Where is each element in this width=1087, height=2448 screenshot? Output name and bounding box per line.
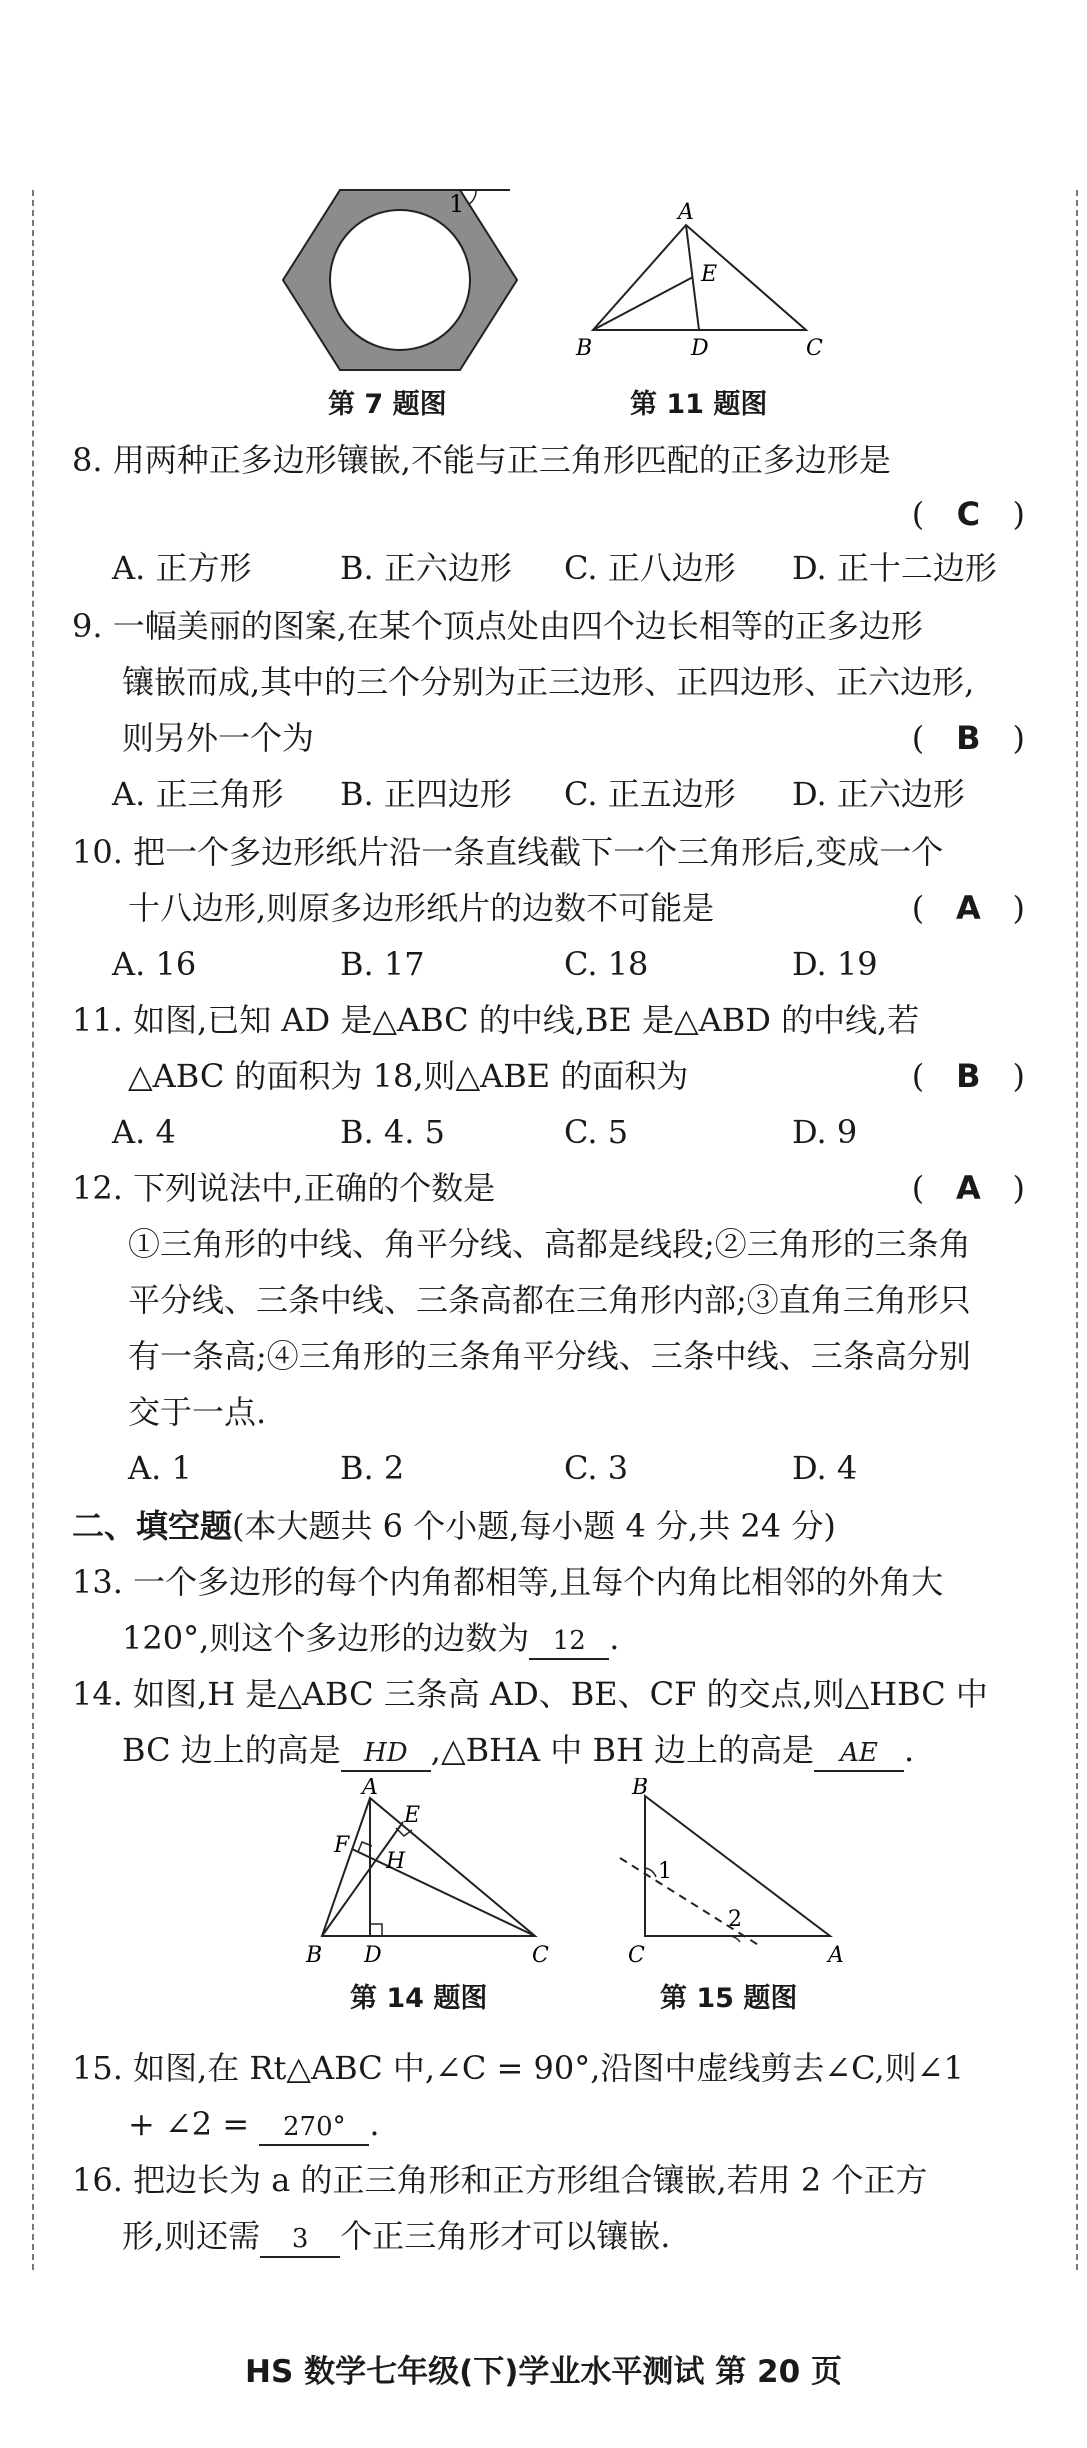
q10-option-c: C. 18 bbox=[564, 945, 649, 983]
section2-heading bbox=[72, 1506, 836, 1546]
q12-option-c: C. 3 bbox=[564, 1449, 629, 1487]
q10-line1: 10. 把一个多边形纸片沿一条直线截下一个三角形后,变成一个 bbox=[72, 833, 944, 871]
q14-blank2: AE bbox=[814, 1736, 904, 1772]
q12-line4: 有一条高;④三角形的三条角平分线、三条中线、三条高分别 bbox=[128, 1337, 971, 1375]
q8-answer: ( C ) bbox=[911, 495, 1025, 533]
fig11-caption: 第 11 题图 bbox=[630, 389, 768, 420]
q12-option-b: B. 2 bbox=[340, 1449, 405, 1487]
q8-option-d: D. 正十二边形 bbox=[792, 549, 997, 587]
q11-option-d: D. 9 bbox=[792, 1113, 858, 1151]
page-footer: HS 数学七年级(下)学业水平测试 第 20 页 bbox=[245, 2354, 842, 2390]
fig14-label-e: E bbox=[404, 1803, 421, 1828]
q10-answer: ( A ) bbox=[911, 889, 1025, 927]
q14-line1: 14. 如图,H 是△ABC 三条高 AD、BE、CF 的交点,则△HBC 中 bbox=[72, 1675, 988, 1713]
fig15-label-1: 1 bbox=[658, 1859, 672, 1884]
fig11-label-c: C bbox=[806, 336, 823, 361]
fig7-angle-label bbox=[445, 186, 485, 220]
q12-answer: ( A ) bbox=[911, 1169, 1025, 1207]
fig14-label-h: H bbox=[386, 1849, 406, 1874]
q12-line3: 平分线、三条中线、三条高都在三角形内部;③直角三角形只 bbox=[128, 1281, 971, 1319]
fig11-label-e: E bbox=[701, 262, 718, 287]
fig11-label-b: B bbox=[576, 336, 593, 361]
fig11-label-a: A bbox=[678, 200, 694, 225]
q9-option-a: A. 正三角形 bbox=[112, 775, 284, 813]
fig14-label-b: B bbox=[306, 1943, 323, 1968]
fig14-label-f: F bbox=[334, 1833, 350, 1858]
q13-line2: 120°,则这个多边形的边数为 12 . bbox=[122, 1618, 619, 1660]
q11-answer: ( B ) bbox=[911, 1057, 1025, 1095]
left-margin-dashes bbox=[32, 190, 34, 2270]
q11-option-b: B. 4. 5 bbox=[340, 1113, 445, 1151]
q11-line2: △ABC 的面积为 18,则△ABE 的面积为 bbox=[128, 1057, 689, 1095]
q15-line1: 15. 如图,在 Rt△ABC 中,∠C = 90°,沿图中虚线剪去∠C,则∠1 bbox=[72, 2049, 964, 2087]
fig15-triangle-diagram bbox=[610, 1778, 860, 1968]
q10-option-a: A. 16 bbox=[112, 945, 197, 983]
q12-line2: ①三角形的中线、角平分线、高都是线段;②三角形的三条角 bbox=[128, 1225, 971, 1263]
q12-option-a: A. 1 bbox=[128, 1449, 192, 1487]
q11-line1: 11. 如图,已知 AD 是△ABC 的中线,BE 是△ABD 的中线,若 bbox=[72, 1001, 920, 1039]
fig15-label-c: C bbox=[628, 1943, 645, 1968]
q15-line2: + ∠2 = 270° . bbox=[128, 2104, 379, 2146]
q12-option-d: D. 4 bbox=[792, 1449, 858, 1487]
fig15-label-2: 2 bbox=[728, 1907, 742, 1932]
fig14-caption: 第 14 题图 bbox=[350, 1983, 488, 2014]
fig11-triangle-diagram bbox=[568, 195, 838, 370]
q9-line3: 则另外一个为 bbox=[122, 719, 315, 757]
q10-option-d: D. 19 bbox=[792, 945, 878, 983]
q16-blank: 3 bbox=[260, 2222, 340, 2258]
fig14-label-d: D bbox=[364, 1943, 382, 1968]
q16-line1: 16. 把边长为 a 的正三角形和正方形组合镶嵌,若用 2 个正方 bbox=[72, 2161, 928, 2199]
q9-line2: 镶嵌而成,其中的三个分别为正三边形、正四边形、正六边形, bbox=[122, 663, 975, 701]
fig14-label-c: C bbox=[532, 1943, 549, 1968]
q14-blank1: HD bbox=[341, 1736, 431, 1772]
q9-answer: ( B ) bbox=[911, 719, 1025, 757]
q11-option-a: A. 4 bbox=[112, 1113, 176, 1151]
q13-line1: 13. 一个多边形的每个内角都相等,且每个内角比相邻的外角大 bbox=[72, 1563, 944, 1601]
q9-line1: 9. 一幅美丽的图案,在某个顶点处由四个边长相等的正多边形 bbox=[72, 607, 923, 645]
fig11-label-d: D bbox=[691, 336, 709, 361]
q12-line1: 12. 下列说法中,正确的个数是 bbox=[72, 1169, 496, 1207]
fig7-caption: 第 7 题图 bbox=[328, 389, 447, 420]
section2-note: (本大题共 6 个小题,每小题 4 分,共 24 分) bbox=[232, 1507, 836, 1545]
fig15-label-b: B bbox=[632, 1778, 649, 1800]
fig15-caption: 第 15 题图 bbox=[660, 1983, 798, 2014]
q8-option-b: B. 正六边形 bbox=[340, 549, 512, 587]
section2-title: 二、填空题 bbox=[72, 1507, 233, 1545]
q8-option-a: A. 正方形 bbox=[112, 549, 252, 587]
q8-stem: 8. 用两种正多边形镶嵌,不能与正三角形匹配的正多边形是 bbox=[72, 441, 891, 479]
q15-blank: 270° bbox=[259, 2110, 369, 2146]
q9-option-d: D. 正六边形 bbox=[792, 775, 965, 813]
svg-text:1: 1 bbox=[449, 190, 465, 218]
q9-option-b: B. 正四边形 bbox=[340, 775, 512, 813]
q10-line2: 十八边形,则原多边形纸片的边数不可能是 bbox=[128, 889, 715, 927]
q8-option-c: C. 正八边形 bbox=[564, 549, 736, 587]
q11-option-c: C. 5 bbox=[564, 1113, 629, 1151]
fig14-label-a: A bbox=[362, 1778, 378, 1800]
q14-line2: BC 边上的高是 HD ,△BHA 中 BH 边上的高是 AE . bbox=[122, 1730, 914, 1772]
fig14-triangle-diagram bbox=[300, 1778, 560, 1968]
q13-blank: 12 bbox=[529, 1624, 609, 1660]
q9-option-c: C. 正五边形 bbox=[564, 775, 736, 813]
q12-line5: 交于一点. bbox=[128, 1393, 267, 1431]
q16-line2: 形,则还需 3 个正三角形才可以镶嵌. bbox=[122, 2216, 670, 2258]
fig15-label-a: A bbox=[828, 1943, 844, 1968]
right-margin-dashes bbox=[1076, 190, 1078, 2270]
q10-option-b: B. 17 bbox=[340, 945, 425, 983]
